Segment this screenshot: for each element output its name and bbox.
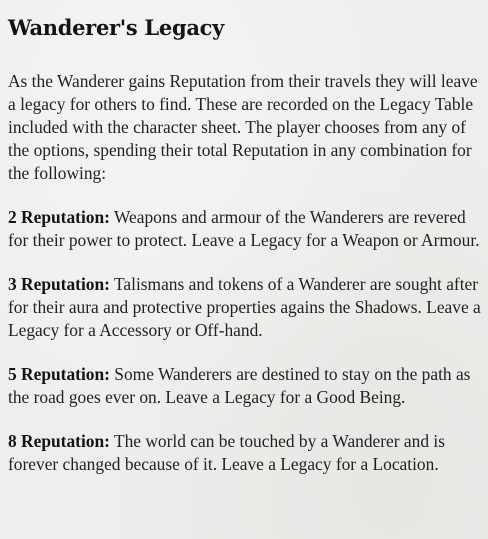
reputation-cost: 5 Reputation:	[8, 364, 110, 384]
reputation-cost: 2 Reputation:	[8, 207, 110, 227]
section-title: Wanderer's Legacy	[8, 15, 225, 40]
legacy-entry-2	[8, 206, 484, 252]
legacy-description: Weapons and armour of the Wanderers are revered for their power to protect. Leave a Legacy for a Weapon or Armour.	[8, 207, 480, 250]
legacy-description: Some Wanderers are destined to stay on the path as the road goes ever on. Leave a Legacy for a Good Being.	[8, 364, 471, 407]
legacy-entry-3	[8, 273, 484, 342]
legacy-entry-5	[8, 363, 484, 409]
reputation-cost: 8 Reputation:	[8, 431, 110, 451]
intro-paragraph: As the Wanderer gains Reputation from their travels they will leave a legacy for others to find. These are recorded on the Legacy Table included with the character sheet. The player chooses from any of the options, spending their total Reputation in any combination for the following:	[8, 71, 478, 183]
legacy-description: Talismans and tokens of a Wanderer are sought after for their aura and protective properties agains the Shadows. Leave a Legacy for a Accessory or Off-hand.	[8, 274, 481, 340]
legacy-entry-8	[8, 430, 484, 476]
reputation-cost: 3 Reputation:	[8, 274, 110, 294]
legacy-description: The world can be touched by a Wanderer and is forever changed because of it. Leave a Legacy for a Location.	[8, 431, 445, 474]
